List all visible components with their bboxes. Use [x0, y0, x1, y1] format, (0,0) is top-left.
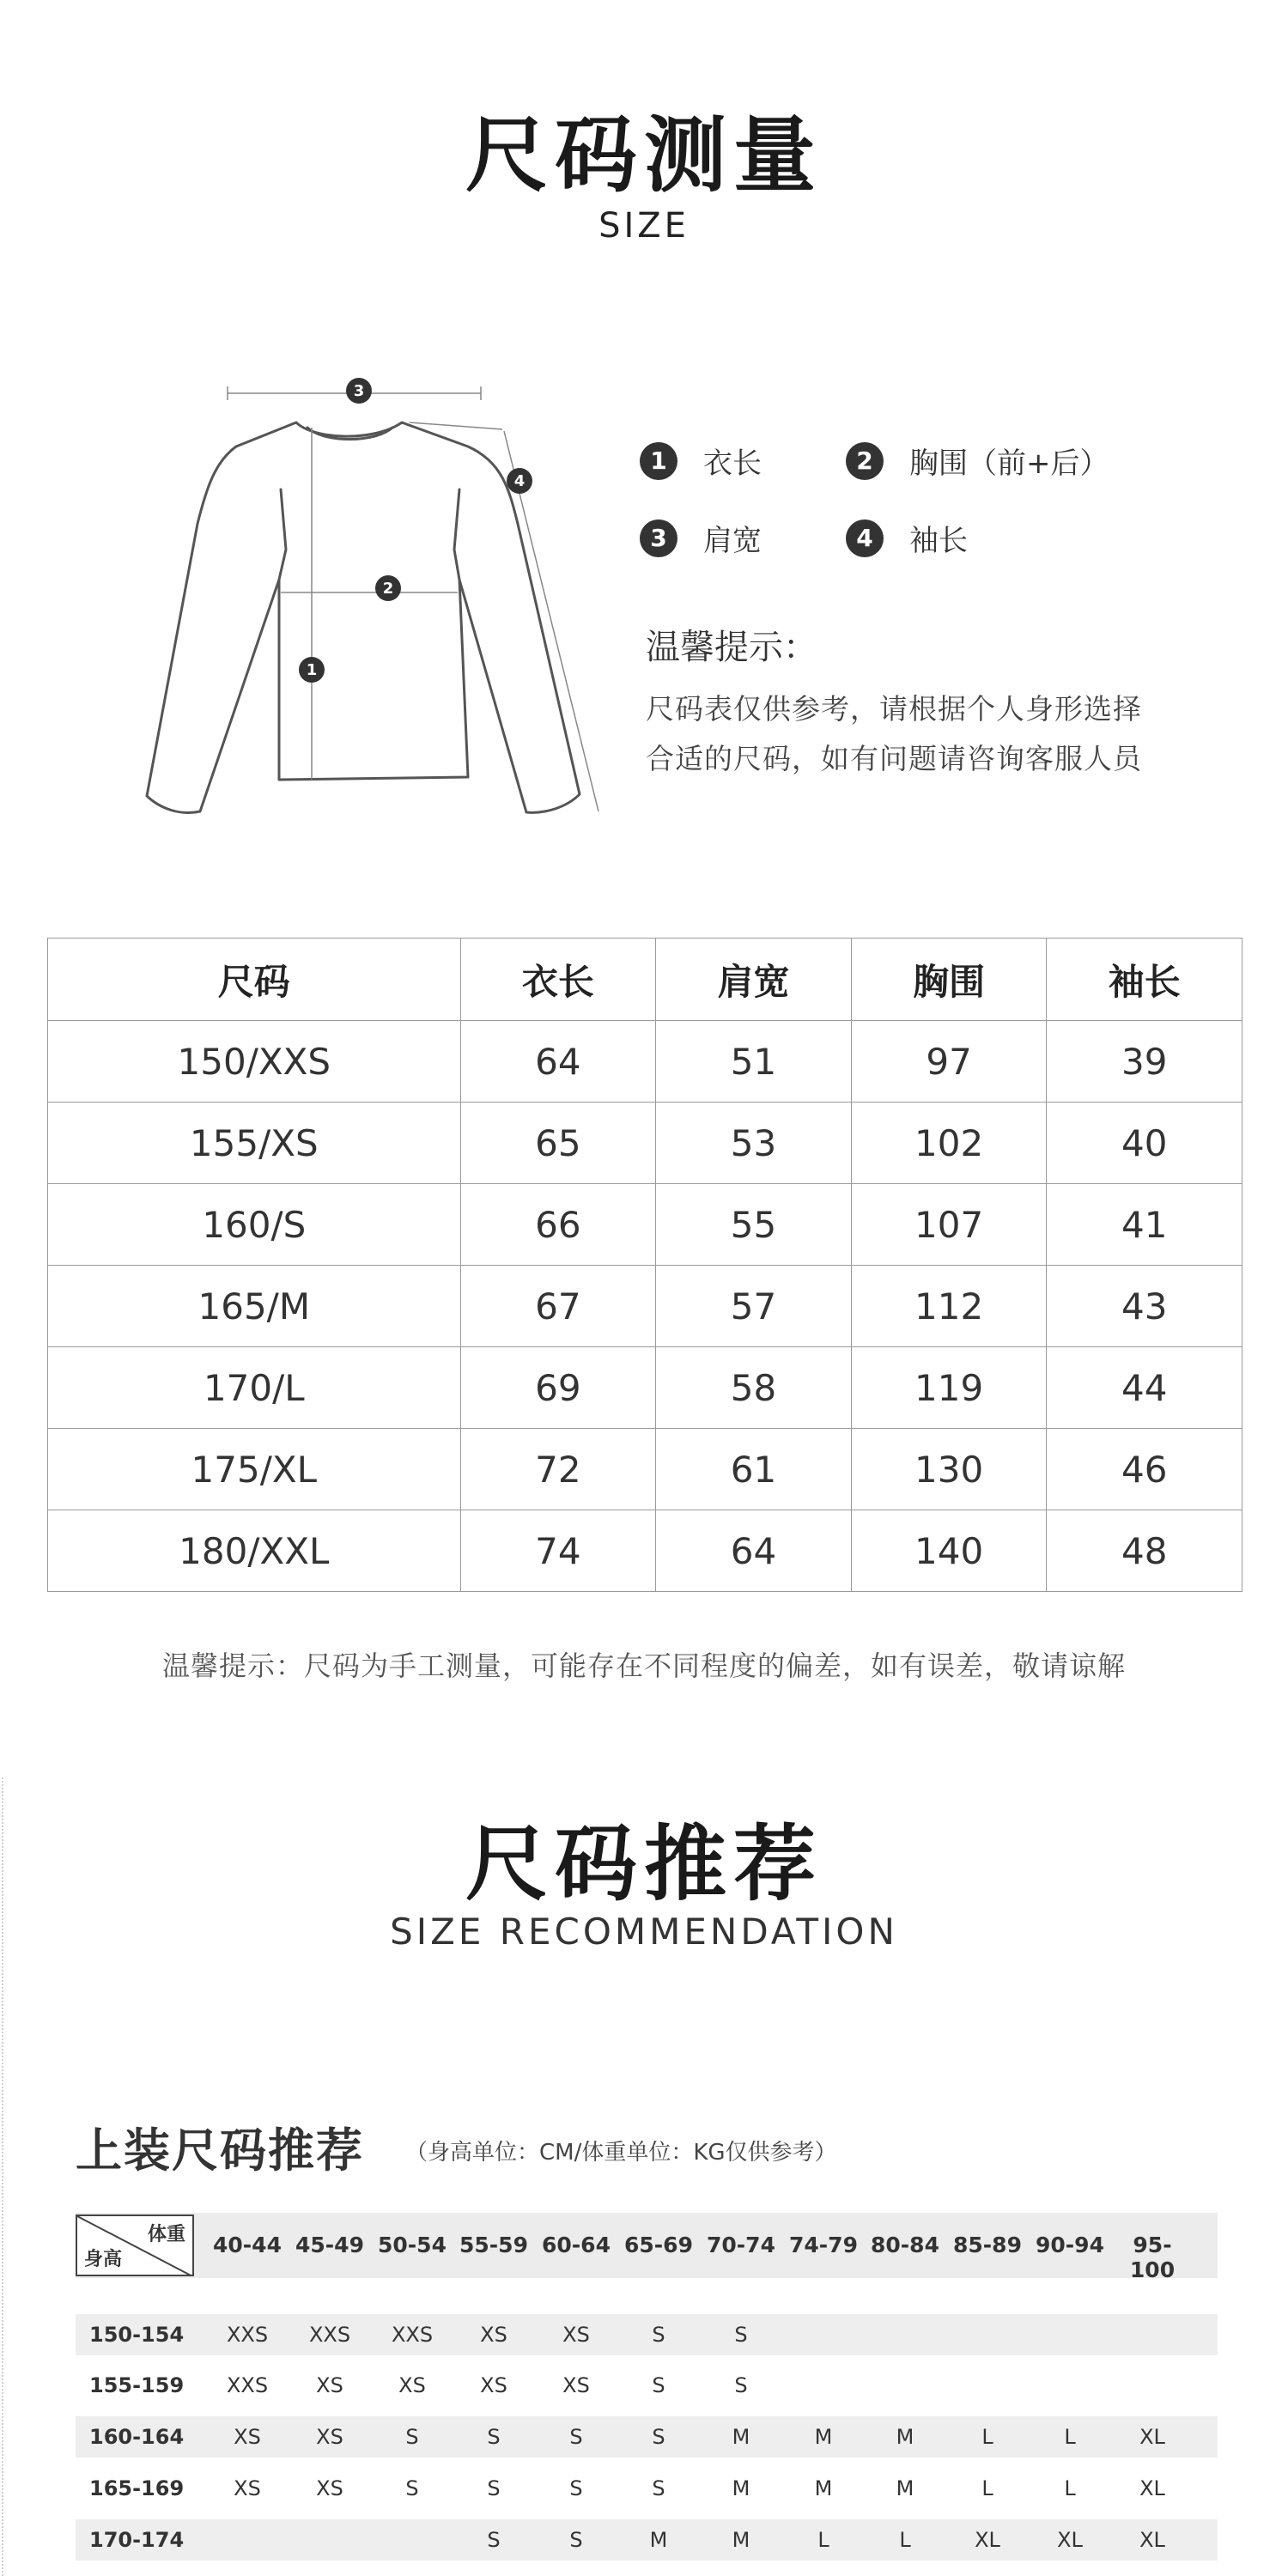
svg-text:4: 4	[513, 472, 526, 490]
rec-size-cell: M	[732, 2476, 750, 2500]
svg-text:2: 2	[382, 580, 394, 598]
weight-column-header: 90-94	[1036, 2233, 1104, 2257]
size-table-cell: 64	[656, 1510, 852, 1592]
size-table-cell: 97	[851, 1021, 1047, 1103]
size-table-cell: 160/S	[48, 1184, 461, 1266]
rec-size-cell: S	[652, 2476, 665, 2500]
size-table-cell: 65	[460, 1103, 656, 1184]
rec-size-cell: S	[652, 2323, 665, 2347]
rec-size-cell: XS	[316, 2373, 343, 2397]
rec-size-cell: XXS	[391, 2323, 434, 2347]
rec-size-cell: XS	[316, 2476, 343, 2500]
tips-title: 温馨提示：	[646, 628, 817, 667]
size-table-cell: 51	[656, 1021, 852, 1103]
rec-size-cell: XS	[234, 2425, 261, 2449]
rec-size-cell: L	[981, 2476, 993, 2500]
badge-2-icon: 2	[846, 442, 884, 480]
svg-text:3: 3	[353, 382, 365, 400]
rec-size-cell: S	[734, 2323, 748, 2347]
size-table-cell: 140	[851, 1510, 1047, 1592]
size-table-cell: 57	[656, 1266, 852, 1347]
rec-size-cell: M	[732, 2528, 750, 2552]
measure-title: 尺码测量	[465, 107, 823, 204]
size-table-cell: 55	[656, 1184, 852, 1266]
size-table-cell: 175/XL	[48, 1429, 461, 1510]
rec-size-cell: XS	[562, 2323, 590, 2347]
legend-label: 胸围（前+后）	[909, 447, 1109, 481]
size-table-cell: 155/XS	[48, 1103, 461, 1184]
rec-size-cell: XL	[975, 2528, 1000, 2552]
rec-size-cell: S	[652, 2373, 665, 2397]
size-table-cell: 46	[1047, 1429, 1242, 1510]
size-table-cell: 53	[656, 1103, 852, 1184]
size-table-cell: 48	[1047, 1510, 1242, 1592]
legend-item-sleeve	[846, 517, 968, 559]
rec-size-cell: S	[405, 2476, 419, 2500]
rec-size-cell: S	[734, 2373, 748, 2397]
badge-1-icon: 1	[640, 442, 677, 480]
size-table-cell: 72	[460, 1429, 656, 1510]
rec-size-cell: S	[405, 2425, 419, 2449]
size-table-cell: 64	[460, 1021, 656, 1103]
rec-size-cell: S	[487, 2528, 501, 2552]
badge-4-icon: 4	[846, 519, 884, 557]
rec-height-cell: 150-154	[89, 2323, 185, 2347]
legend-label: 肩宽	[703, 524, 762, 558]
size-table-cell: 67	[460, 1266, 656, 1347]
weight-column-header: 80-84	[871, 2233, 939, 2257]
size-table	[47, 938, 1242, 1592]
size-table-row	[48, 1266, 1242, 1347]
size-table-cell: 130	[851, 1429, 1047, 1510]
rec-corner-cell	[76, 2215, 194, 2276]
rec-size-cell: S	[487, 2476, 501, 2500]
header-sleeve: 袖长	[1047, 939, 1242, 1021]
rec-size-cell: S	[569, 2476, 583, 2500]
header-size: 尺码	[48, 939, 461, 1021]
size-table-row	[48, 1184, 1242, 1266]
rec-size-cell: XS	[480, 2373, 507, 2397]
rec-size-cell: L	[1064, 2425, 1076, 2449]
corner-height-label: 身高	[84, 2249, 123, 2270]
size-table-cell: 150/XXS	[48, 1021, 461, 1103]
size-table-cell: 69	[460, 1347, 656, 1429]
rec-row	[76, 2314, 1218, 2355]
size-table-cell: 112	[851, 1266, 1047, 1347]
header-shoulder: 肩宽	[656, 939, 852, 1021]
rec-row	[76, 2416, 1218, 2458]
rec-size-cell: XL	[1139, 2425, 1165, 2449]
legend-item-shoulder	[640, 517, 762, 559]
size-table-cell: 107	[851, 1184, 1047, 1266]
legend-item-chest	[846, 440, 1109, 482]
rec-size-cell: M	[649, 2528, 668, 2552]
size-table-cell: 119	[851, 1347, 1047, 1429]
rec-size-cell: L	[981, 2425, 993, 2449]
legend-label: 袖长	[909, 524, 968, 558]
weight-column-header: 50-54	[378, 2233, 447, 2257]
rec-size-cell: S	[569, 2425, 583, 2449]
size-table-cell: 180/XXL	[48, 1510, 461, 1592]
header-length: 衣长	[460, 939, 656, 1021]
size-table-row	[48, 1103, 1242, 1184]
rec-size-cell: XS	[234, 2476, 261, 2500]
weight-column-header: 40-44	[213, 2233, 282, 2257]
rec-size-cell: S	[569, 2528, 583, 2552]
rec-row	[76, 2365, 1218, 2406]
legend-label: 衣长	[703, 447, 762, 481]
measure-subtitle: SIZE	[598, 206, 690, 246]
measurement-note: 温馨提示：尺码为手工测量，可能存在不同程度的偏差，如有误差，敬请谅解	[161, 1649, 1126, 1682]
recommend-subtitle: SIZE RECOMMENDATION	[390, 1911, 898, 1953]
weight-column-header: 45-49	[295, 2233, 364, 2257]
size-table-cell: 58	[656, 1347, 852, 1429]
size-table-cell: 102	[851, 1103, 1047, 1184]
size-table-cell: 170/L	[48, 1347, 461, 1429]
header-chest: 胸围	[851, 939, 1047, 1021]
rec-size-cell: XS	[316, 2425, 343, 2449]
rec-height-cell: 165-169	[89, 2476, 185, 2500]
rec-row	[76, 2519, 1218, 2561]
weight-column-header: 70-74	[707, 2233, 775, 2257]
tips-line: 合适的尺码，如有问题请咨询客服人员	[646, 742, 1142, 775]
rec-size-cell: XL	[1139, 2476, 1165, 2500]
weight-column-header: 60-64	[542, 2233, 611, 2257]
svg-text:1: 1	[306, 661, 318, 679]
size-table-row	[48, 1347, 1242, 1429]
badge-3-icon: 3	[640, 519, 677, 557]
rec-size-cell: L	[899, 2528, 911, 2552]
rec-size-cell: XS	[398, 2373, 426, 2397]
rec-size-cell: M	[896, 2476, 914, 2500]
rec-size-cell: XL	[1139, 2528, 1165, 2552]
weight-column-header: 55-59	[459, 2233, 528, 2257]
size-table-row	[48, 1021, 1242, 1103]
rec-table-subtitle: （身高单位：CM/体重单位：KG仅供参考）	[405, 2140, 837, 2166]
rec-size-cell: M	[814, 2476, 833, 2500]
rec-size-cell: S	[652, 2425, 665, 2449]
rec-size-cell: L	[817, 2528, 829, 2552]
rec-size-cell: M	[814, 2425, 833, 2449]
rec-size-cell: XXS	[308, 2323, 351, 2347]
rec-height-cell: 160-164	[89, 2425, 185, 2449]
size-table-cell: 74	[460, 1510, 656, 1592]
garment-diagram	[99, 361, 631, 841]
rec-size-cell: XS	[480, 2323, 507, 2347]
weight-column-header: 95-100	[1129, 2233, 1176, 2282]
weight-column-header: 74-79	[789, 2233, 858, 2257]
size-table-row	[48, 1429, 1242, 1510]
size-table-cell: 165/M	[48, 1266, 461, 1347]
tips-line: 尺码表仅供参考，请根据个人身形选择	[646, 692, 1142, 726]
rec-size-cell: XS	[562, 2373, 590, 2397]
legend-item-length	[640, 440, 762, 482]
recommend-title: 尺码推荐	[465, 1816, 823, 1912]
sweater-outline-icon	[99, 361, 631, 841]
rec-size-cell: M	[732, 2425, 750, 2449]
rec-row	[76, 2468, 1218, 2509]
size-table-cell: 66	[460, 1184, 656, 1266]
weight-column-header: 65-69	[624, 2233, 693, 2257]
corner-weight-label: 体重	[147, 2224, 185, 2245]
size-table-cell: 41	[1047, 1184, 1242, 1266]
rec-table-title: 上装尺码推荐	[76, 2123, 364, 2178]
size-table-header-row	[48, 939, 1242, 1021]
rec-size-cell: L	[1064, 2476, 1076, 2500]
size-table-row	[48, 1510, 1242, 1592]
size-table-cell: 40	[1047, 1103, 1242, 1184]
size-table-cell: 39	[1047, 1021, 1242, 1103]
size-table-cell: 61	[656, 1429, 852, 1510]
rec-size-cell: XL	[1057, 2528, 1083, 2552]
rec-size-cell: XXS	[226, 2373, 269, 2397]
rec-height-cell: 170-174	[89, 2528, 185, 2552]
size-table-cell: 43	[1047, 1266, 1242, 1347]
rec-height-cell: 155-159	[89, 2373, 185, 2397]
rec-size-cell: XXS	[226, 2323, 269, 2347]
weight-column-header: 85-89	[953, 2233, 1022, 2257]
rec-size-cell: S	[487, 2425, 501, 2449]
size-table-cell: 44	[1047, 1347, 1242, 1429]
rec-size-cell: M	[896, 2425, 914, 2449]
